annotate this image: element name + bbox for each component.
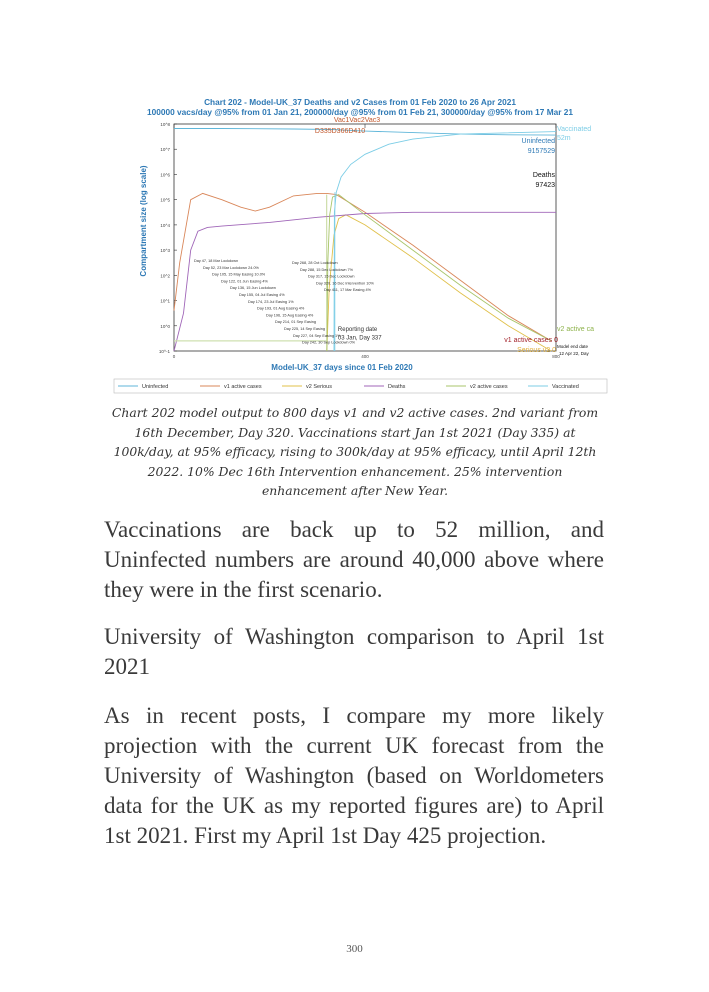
intervention-annotation: Day 136, 15 Jun Lockdown	[230, 286, 276, 291]
intervention-annotation: Day 122, 01 Jun Easing 4%	[221, 279, 268, 284]
chart-svg	[112, 96, 609, 396]
intervention-annotation: Day 288, 15 Dec Lockdown 7%	[300, 267, 353, 272]
v1-active-label: v1 active cases 0	[504, 337, 558, 344]
model-end-value: 12 Apr 22, Day	[559, 351, 589, 356]
intervention-annotation: Day 268, 28 Oct Lockdown	[292, 261, 338, 265]
figure-caption: Chart 202 model output to 800 days v1 and v2 active cases. 2nd variant from 16th December, Day 320. Vaccinations start Jan 1st 2021 (Day 335) at 100k/day, at 95% efficacy, rising to 300k/day at 95% efficacy, until April 12th 2022. 10% Dec 16th Intervention enhancement. 25% intervention enhancement after New Year.	[111, 405, 599, 498]
y-tick-label: 10^1	[160, 298, 170, 304]
y-tick-label: 10^5	[160, 197, 170, 203]
vaccination-day-labels: D335D366D410	[314, 128, 366, 135]
deaths-value: 97423	[535, 182, 555, 189]
y-tick-label: 10^-1	[158, 349, 170, 354]
legend-label: Vaccinated	[552, 384, 579, 390]
y-tick-label: 10^4	[160, 222, 170, 228]
chart-figure	[112, 96, 609, 396]
y-tick-label: 10^7	[160, 147, 170, 153]
legend-label: Uninfected	[142, 384, 169, 390]
vaccination-phase-labels: Vac1Vac2Vac3	[333, 117, 381, 124]
chart-xlabel: Model-UK_37 days since 01 Feb 2020	[271, 363, 413, 372]
legend-label: v2 Serious	[306, 384, 332, 390]
intervention-annotation: Day 196, 15 Aug Easing 4%	[266, 313, 314, 318]
serious-v2-label: Serious v2 0	[517, 347, 556, 354]
intervention-annotation: Day 317, 15 Dec Lockdown	[308, 274, 355, 279]
x-tick-label: 800	[552, 354, 560, 359]
reporting-date-label: Reporting date	[337, 326, 378, 333]
intervention-annotation: Day 174, 23 Jul Easing 1%	[248, 299, 294, 304]
x-tick-label: 400	[361, 354, 369, 359]
y-tick-label: 10^3	[160, 248, 170, 254]
uninfected-label: Uninfected	[521, 138, 555, 145]
y-tick-label: 10^0	[160, 323, 170, 329]
chart-title: Chart 202 - Model-UK_37 Deaths and v2 Cases from 01 Feb 2020 to 26 Apr 2021	[204, 97, 516, 107]
intervention-annotation: Day 320, 16 Dec Intervention 10%	[316, 281, 374, 286]
legend-label: v2 active cases	[470, 384, 508, 390]
paragraph-vaccinations: Vaccinations are back up to 52 million, and Uninfected numbers are around 40,000 above where they were in the first scenario.	[104, 517, 604, 602]
legend-label: Deaths	[388, 384, 406, 390]
y-tick-label: 10^8	[160, 122, 170, 127]
vaccinated-value: 52m	[557, 135, 571, 142]
x-tick-label: 0	[172, 354, 176, 359]
intervention-annotation: Day 47, 18 Mar Lockdown	[194, 259, 239, 263]
intervention-annotation: Day 155, 04 Jul Easing 4%	[239, 293, 285, 297]
chart-ylabel: Compartment size (log scale)	[139, 165, 148, 277]
section-heading-uw-comparison: University of Washington comparison to April 1st 2021	[104, 624, 604, 679]
intervention-annotation: Day 52, 23 Mar Lockdown 24.0%	[203, 265, 259, 270]
deaths-label: Deaths	[532, 172, 555, 179]
paragraph-comparison: As in recent posts, I compare my more likely projection with the current UK forecast from the University of Washington (based on Worldometers data for the UK as my reported figures are) to April 1st 2021. First my April 1st Day 425 projection.	[104, 703, 604, 848]
y-tick-label: 10^6	[160, 172, 170, 178]
model-end-label: Model end date	[557, 344, 589, 349]
intervention-annotation: Day 193, 01 Aug Easing 4%	[257, 306, 305, 311]
y-tick-label: 10^2	[160, 273, 170, 279]
intervention-annotation: Day 105, 15 May Easing 10.0%	[212, 272, 266, 277]
intervention-annotation: Day 242, 30 Sep Lockdown 0%	[302, 340, 355, 345]
vaccinated-label: Vaccinated	[557, 126, 592, 133]
intervention-annotation: Day 411, 17 Mar Easing 4%	[324, 288, 371, 293]
intervention-annotation: Day 227, 04 Sep Easing 1%	[293, 333, 341, 338]
legend-label: v1 active cases	[224, 384, 262, 390]
page-number: 300	[346, 943, 363, 955]
intervention-annotation: Day 214, 01 Sep Easing	[275, 320, 316, 325]
chart-subtitle: 100000 vacs/day @95% from 01 Jan 21, 200000/day @95% from 01 Feb 21, 300000/day @95% from 17 Mar 21	[147, 107, 573, 117]
v2-active-label: v2 active ca	[557, 326, 594, 333]
uninfected-value: 9157529	[527, 148, 555, 155]
reporting-date-value: 03 Jan, Day 337	[337, 335, 382, 342]
intervention-annotation: Day 225, 14 Sep Easing	[284, 327, 325, 331]
